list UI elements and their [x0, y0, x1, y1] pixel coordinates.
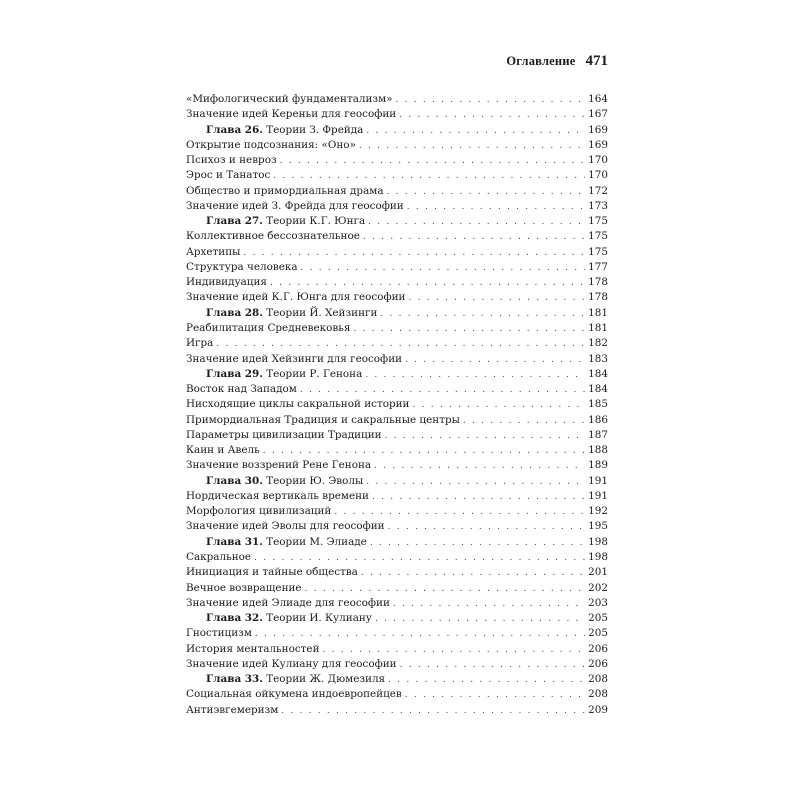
toc-page-number: 195: [588, 520, 608, 533]
toc-item-row: [186, 642, 608, 657]
section-title: Сакральное: [186, 550, 252, 563]
chapter-title: Теории Й. Хейзинги: [266, 306, 378, 319]
toc-item-row: [186, 153, 608, 168]
toc-item-row: [186, 504, 608, 519]
chapter-label: Глава 28.: [206, 306, 263, 319]
toc-item-row: [186, 428, 608, 443]
dot-leader: [388, 520, 586, 535]
toc-page-number: 167: [588, 108, 608, 121]
chapter-label: Глава 29.: [206, 367, 263, 380]
dot-leader: [387, 185, 586, 200]
toc-entry: [186, 550, 251, 565]
toc-entry: [206, 672, 385, 687]
toc-page-number: 175: [588, 230, 608, 243]
dot-leader: [365, 368, 585, 383]
dot-leader: [393, 597, 585, 612]
chapter-title: Теории К.Г. Юнга: [266, 215, 366, 228]
chapter-label: Глава 31.: [206, 535, 263, 548]
section-title: Коллективное бессознательное: [186, 230, 360, 243]
toc-page-number: 192: [588, 505, 608, 518]
dot-leader: [366, 475, 585, 490]
toc-entry: [206, 611, 372, 626]
toc-item-row: [186, 397, 608, 412]
toc-entry: [206, 214, 365, 229]
toc-page-number: 178: [588, 291, 608, 304]
toc-chapter-row: [186, 474, 608, 489]
toc-page-number: 205: [588, 627, 608, 640]
toc-page-number: 191: [588, 489, 608, 502]
dot-leader: [405, 688, 585, 703]
toc-item-row: [186, 290, 608, 305]
toc-page-number: 208: [588, 673, 608, 686]
toc-entry: [186, 229, 360, 244]
dot-leader: [385, 429, 586, 444]
section-title: Значение идей Элиаде для геософии: [186, 596, 390, 609]
section-title: Значение идей Хейзинги для геософии: [186, 352, 403, 365]
toc-item-row: [186, 275, 608, 290]
toc-item-row: [186, 352, 608, 367]
section-title: Социальная ойкумена индоевропейцев: [186, 688, 402, 701]
dot-leader: [216, 337, 585, 352]
toc-item-row: [186, 596, 608, 611]
dot-leader: [354, 322, 586, 337]
toc-page-number: 187: [588, 428, 608, 441]
toc-page-number: 184: [588, 367, 608, 380]
toc-entry: [186, 581, 302, 596]
toc-item-row: [186, 443, 608, 458]
toc-page-number: 175: [588, 245, 608, 258]
toc-entry: [206, 123, 363, 138]
section-title: Общество и примордиальная драма: [186, 184, 384, 197]
dot-leader: [368, 215, 585, 230]
chapter-label: Глава 32.: [206, 612, 263, 625]
toc-page-number: 203: [588, 596, 608, 609]
toc-entry: [186, 275, 267, 290]
toc-entry: [186, 168, 270, 183]
toc-item-row: [186, 519, 608, 534]
toc-chapter-row: [186, 611, 608, 626]
toc-item-row: [186, 581, 608, 596]
dot-leader: [281, 704, 585, 719]
dot-leader: [405, 353, 585, 368]
dot-leader: [334, 505, 585, 520]
toc-item-row: [186, 229, 608, 244]
dot-leader: [254, 551, 585, 566]
toc-entry: [206, 367, 362, 382]
toc-entry: [186, 443, 260, 458]
toc-item-row: [186, 92, 608, 107]
section-title: Параметры цивилизации Традиции: [186, 428, 382, 441]
toc-item-row: [186, 687, 608, 702]
toc-item-row: [186, 260, 608, 275]
toc-entry: [186, 382, 297, 397]
toc-page-number: 184: [588, 383, 608, 396]
section-title: Антиэвгемеризм: [186, 703, 279, 716]
dot-leader: [412, 398, 585, 413]
toc-entry: [186, 184, 384, 199]
dot-leader: [463, 414, 585, 429]
chapter-title: Теории М. Элиаде: [266, 535, 367, 548]
toc-page-number: 209: [588, 703, 608, 716]
toc-entry: [186, 321, 351, 336]
section-title: Значение идей К.Г. Юнга для геософии: [186, 291, 406, 304]
toc-entry: [206, 535, 367, 550]
section-title: Значение идей Эволы для геософии: [186, 520, 385, 533]
dot-leader: [363, 230, 585, 245]
toc-entry: [186, 245, 240, 260]
toc-page-number: 205: [588, 612, 608, 625]
section-title: Инициация и тайные общества: [186, 566, 358, 579]
toc-item-row: [186, 168, 608, 183]
toc-entry: [186, 352, 402, 367]
chapter-title: Теории И. Кулиану: [266, 612, 372, 625]
toc-entry: [186, 153, 277, 168]
dot-leader: [399, 108, 585, 123]
dot-leader: [255, 627, 585, 642]
section-title: Эрос и Танатос: [186, 169, 271, 182]
running-head: [506, 53, 608, 70]
toc-entry: [186, 703, 278, 718]
section-title: Открытие подсознания: «Оно»: [186, 138, 356, 151]
dot-leader: [243, 246, 585, 261]
section-title: Значение идей Кулиану для геософии: [186, 657, 397, 670]
toc-item-row: [186, 703, 608, 718]
toc-chapter-row: [186, 367, 608, 382]
section-title: Морфология цивилизаций: [186, 505, 332, 518]
toc-page-number: 201: [588, 566, 608, 579]
toc-entry: [186, 596, 390, 611]
dot-leader: [374, 459, 585, 474]
dot-leader: [273, 169, 585, 184]
section-title: Восток над Западом: [186, 383, 297, 396]
table-of-contents: [186, 92, 608, 718]
toc-page-number: 178: [588, 276, 608, 289]
toc-item-row: [186, 626, 608, 641]
chapter-label: Глава 26.: [206, 123, 263, 136]
dot-leader: [375, 612, 585, 627]
toc-item-row: [186, 138, 608, 153]
toc-page-number: 182: [588, 337, 608, 350]
toc-page-number: 189: [588, 459, 608, 472]
section-title: Примордиальная Традиция и сакральные центры: [186, 413, 460, 426]
toc-page-number: 185: [588, 398, 608, 411]
toc-entry: [186, 642, 320, 657]
toc-item-row: [186, 550, 608, 565]
chapter-title: Теории Ю. Эволы: [266, 474, 364, 487]
dot-leader: [323, 643, 586, 658]
dot-leader: [361, 566, 585, 581]
toc-page-number: 206: [588, 642, 608, 655]
toc-item-row: [186, 565, 608, 580]
dot-leader: [270, 276, 585, 291]
section-title: Структура человека: [186, 260, 298, 273]
section-title: История ментальностей: [186, 642, 320, 655]
toc-entry: [206, 306, 377, 321]
section-title: Индивидуация: [186, 276, 267, 289]
dot-leader: [300, 383, 585, 398]
toc-page-number: 175: [588, 215, 608, 228]
toc-item-row: [186, 413, 608, 428]
dot-leader: [408, 291, 585, 306]
toc-chapter-row: [186, 214, 608, 229]
dot-leader: [396, 93, 586, 108]
section-title: Психоз и невроз: [186, 154, 277, 167]
toc-chapter-row: [186, 535, 608, 550]
toc-page-number: 169: [588, 123, 608, 136]
toc-entry: [186, 336, 213, 351]
dot-leader: [305, 582, 586, 597]
toc-page-number: 202: [588, 581, 608, 594]
toc-entry: [186, 458, 371, 473]
dot-leader: [280, 154, 586, 169]
toc-page-number: 173: [588, 199, 608, 212]
toc-item-row: [186, 321, 608, 336]
section-title: Гностицизм: [186, 627, 252, 640]
section-title: Нордическая вертикаль времени: [186, 489, 369, 502]
toc-chapter-row: [186, 123, 608, 138]
toc-page-number: 206: [588, 657, 608, 670]
toc-item-row: [186, 199, 608, 214]
toc-entry: [186, 138, 356, 153]
section-title: Архетипы: [186, 245, 241, 258]
toc-entry: [186, 260, 298, 275]
toc-item-row: [186, 245, 608, 260]
toc-entry: [186, 687, 402, 702]
toc-page-number: 172: [588, 184, 608, 197]
dot-leader: [407, 200, 585, 215]
toc-page-number: 170: [588, 169, 608, 182]
chapter-label: Глава 27.: [206, 215, 263, 228]
dot-leader: [359, 139, 585, 154]
dot-leader: [400, 658, 586, 673]
page-number: 471: [585, 53, 608, 69]
toc-entry: [186, 413, 460, 428]
toc-entry: [186, 504, 331, 519]
section-title: Реабилитация Средневековья: [186, 321, 351, 334]
dot-leader: [301, 261, 586, 276]
toc-entry: [186, 657, 397, 672]
chapter-title: Теории З. Фрейда: [266, 123, 364, 136]
section-title: Вечное возвращение: [186, 581, 302, 594]
toc-entry: [186, 199, 404, 214]
toc-item-row: [186, 107, 608, 122]
toc-item-row: [186, 336, 608, 351]
toc-entry: [206, 474, 363, 489]
section-title: «Мифологический фундаментализм»: [186, 93, 393, 105]
chapter-title: Теории Р. Генона: [266, 367, 363, 380]
toc-entry: [186, 107, 396, 122]
toc-chapter-row: [186, 672, 608, 687]
toc-entry: [186, 428, 382, 443]
toc-item-row: [186, 458, 608, 473]
dot-leader: [370, 536, 585, 551]
toc-page-number: 170: [588, 154, 608, 167]
chapter-label: Глава 33.: [206, 673, 263, 686]
chapter-label: Глава 30.: [206, 474, 263, 487]
toc-entry: [186, 489, 369, 504]
toc-page-number: 198: [588, 550, 608, 563]
toc-page-number: 208: [588, 688, 608, 701]
section-title: Нисходящие циклы сакральной истории: [186, 398, 410, 411]
toc-item-row: [186, 184, 608, 199]
toc-item-row: [186, 382, 608, 397]
dot-leader: [263, 444, 585, 459]
toc-page-number: 183: [588, 352, 608, 365]
toc-chapter-row: [186, 306, 608, 321]
toc-entry: [186, 397, 409, 412]
toc-page-number: 181: [588, 321, 608, 334]
toc-item-row: [186, 489, 608, 504]
toc-entry: [186, 519, 385, 534]
toc-entry: [186, 92, 393, 107]
section-title: Игра: [186, 337, 214, 350]
dot-leader: [366, 124, 585, 139]
toc-page-number: 164: [588, 93, 608, 105]
toc-page-number: 186: [588, 413, 608, 426]
toc-page-number: 191: [588, 474, 608, 487]
section-title: Значение идей З. Фрейда для геософии: [186, 199, 404, 212]
section-title: Значение идей Кереньи для геософии: [186, 108, 397, 121]
toc-page-number: 198: [588, 535, 608, 548]
dot-leader: [380, 307, 585, 322]
toc-item-row: [186, 657, 608, 672]
toc-page-number: 188: [588, 444, 608, 457]
dot-leader: [388, 673, 585, 688]
toc-page-number: 169: [588, 138, 608, 151]
toc-entry: [186, 290, 405, 305]
section-title: Значение воззрений Рене Генона: [186, 459, 372, 472]
running-head-title: Оглавление: [506, 54, 576, 68]
toc-page-number: 177: [588, 260, 608, 273]
toc-page-number: 181: [588, 306, 608, 319]
toc-entry: [186, 626, 252, 641]
chapter-title: Теории Ж. Дюмезиля: [266, 673, 386, 686]
section-title: Каин и Авель: [186, 444, 260, 457]
toc-entry: [186, 565, 358, 580]
dot-leader: [372, 490, 585, 505]
